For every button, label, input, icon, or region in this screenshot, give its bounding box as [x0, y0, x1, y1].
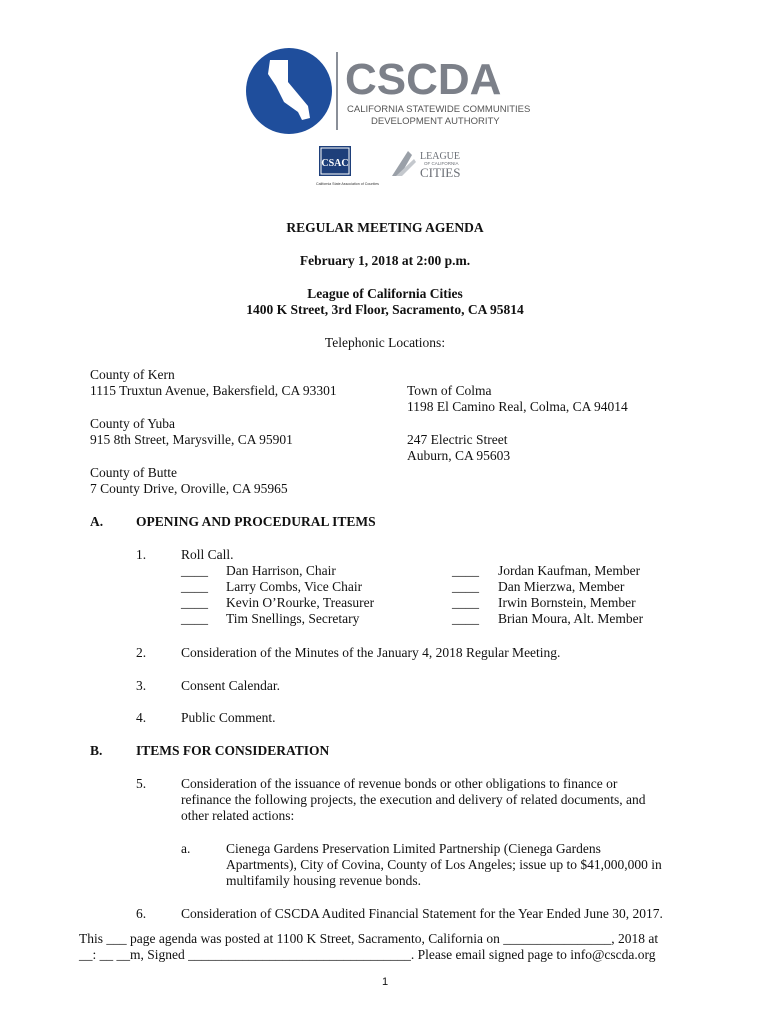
section-a-title: OPENING AND PROCEDURAL ITEMS — [136, 514, 376, 529]
board-member: Jordan Kaufman, Member — [498, 563, 641, 578]
location-address: Auburn, CA 95603 — [407, 448, 511, 463]
item-number: 3. — [136, 678, 147, 693]
location-name: 247 Electric Street — [407, 432, 508, 447]
partner-logos — [316, 143, 486, 189]
attendance-blank[interactable]: ____ — [452, 595, 479, 610]
csac-logo — [316, 146, 379, 186]
item-number: 1. — [136, 547, 147, 562]
agenda-item-text: Consideration of CSCDA Audited Financial Statement for the Year Ended June 30, 2017. — [181, 906, 663, 921]
location-name: County of Yuba — [90, 416, 175, 431]
board-member: Brian Moura, Alt. Member — [498, 611, 644, 626]
section-b-title: ITEMS FOR CONSIDERATION — [136, 743, 330, 758]
svg-text:LEAGUE: LEAGUE — [420, 151, 460, 162]
location-address: 7 County Drive, Oroville, CA 95965 — [90, 481, 288, 496]
svg-text:CSAC: CSAC — [321, 158, 349, 169]
cscda-logo — [246, 46, 536, 136]
page-number: 1 — [381, 976, 389, 988]
attendance-blank[interactable]: ____ — [452, 611, 479, 626]
roll-call-label: Roll Call. — [181, 547, 234, 562]
telephonic-label: Telephonic Locations: — [324, 335, 446, 350]
section-b-letter: B. — [90, 743, 103, 758]
attendance-blank[interactable]: ____ — [181, 611, 208, 626]
agenda-title: REGULAR MEETING AGENDA — [286, 220, 484, 235]
cscda-name-line1: CALIFORNIA STATEWIDE COMMUNITIES — [347, 104, 531, 115]
cscda-name-line2: DEVELOPMENT AUTHORITY — [371, 116, 500, 127]
board-member: Irwin Bornstein, Member — [498, 595, 636, 610]
item-number: 6. — [136, 906, 147, 921]
sub-item-text: Apartments), City of Covina, County of Los Angeles; issue up to $41,000,000 in — [226, 857, 662, 872]
sub-item-letter: a. — [181, 841, 191, 856]
posting-certification-line2: __: __ __m, Signed _________________________________. Please email signed page to info@cscda.org — [79, 947, 656, 962]
agenda-item-text: other related actions: — [181, 808, 295, 823]
cscda-acronym: CSCDA — [345, 55, 502, 104]
agenda-item-text: Consideration of the Minutes of the January 4, 2018 Regular Meeting. — [181, 645, 561, 660]
board-member: Dan Mierzwa, Member — [498, 579, 625, 594]
attendance-blank[interactable]: ____ — [181, 579, 208, 594]
location-address: 1115 Truxtun Avenue, Bakersfield, CA 93301 — [90, 383, 337, 398]
attendance-blank[interactable]: ____ — [181, 595, 208, 610]
board-member: Kevin O’Rourke, Treasurer — [226, 595, 375, 610]
location-address: 915 8th Street, Marysville, CA 95901 — [90, 432, 293, 447]
csac-caption: California State Association of Counties — [316, 182, 379, 186]
location-address: 1198 El Camino Real, Colma, CA 94014 — [407, 399, 628, 414]
location-name: County of Kern — [90, 367, 175, 382]
attendance-blank[interactable]: ____ — [181, 563, 208, 578]
attendance-blank[interactable]: ____ — [452, 563, 479, 578]
svg-text:OF CALIFORNIA: OF CALIFORNIA — [424, 161, 459, 166]
attendance-blank[interactable]: ____ — [452, 579, 479, 594]
location-name: Town of Colma — [407, 383, 492, 398]
league-of-cities-logo — [392, 151, 460, 180]
board-member: Tim Snellings, Secretary — [226, 611, 360, 626]
venue-name: League of California Cities — [307, 286, 463, 301]
venue-address: 1400 K Street, 3rd Floor, Sacramento, CA 95814 — [246, 302, 524, 317]
posting-certification-line1: This ___ page agenda was posted at 1100 K Street, Sacramento, California on ________________, 2018 at — [79, 931, 659, 946]
agenda-item-text: refinance the following projects, the execution and delivery of related documents, and — [181, 792, 646, 807]
agenda-item-text: Consideration of the issuance of revenue bonds or other obligations to finance or — [181, 776, 618, 791]
item-number: 4. — [136, 710, 147, 725]
item-number: 5. — [136, 776, 147, 791]
item-number: 2. — [136, 645, 147, 660]
location-name: County of Butte — [90, 465, 177, 480]
svg-text:CITIES: CITIES — [420, 165, 461, 180]
agenda-item-text: Public Comment. — [181, 710, 276, 725]
meeting-date: February 1, 2018 at 2:00 p.m. — [299, 253, 471, 268]
agenda-item-text: Consent Calendar. — [181, 678, 280, 693]
section-a-letter: A. — [90, 514, 104, 529]
sub-item-text: Cienega Gardens Preservation Limited Partnership (Cienega Gardens — [226, 841, 601, 856]
sub-item-text: multifamily housing revenue bonds. — [226, 873, 421, 888]
board-member: Larry Combs, Vice Chair — [226, 579, 363, 594]
board-member: Dan Harrison, Chair — [226, 563, 336, 578]
